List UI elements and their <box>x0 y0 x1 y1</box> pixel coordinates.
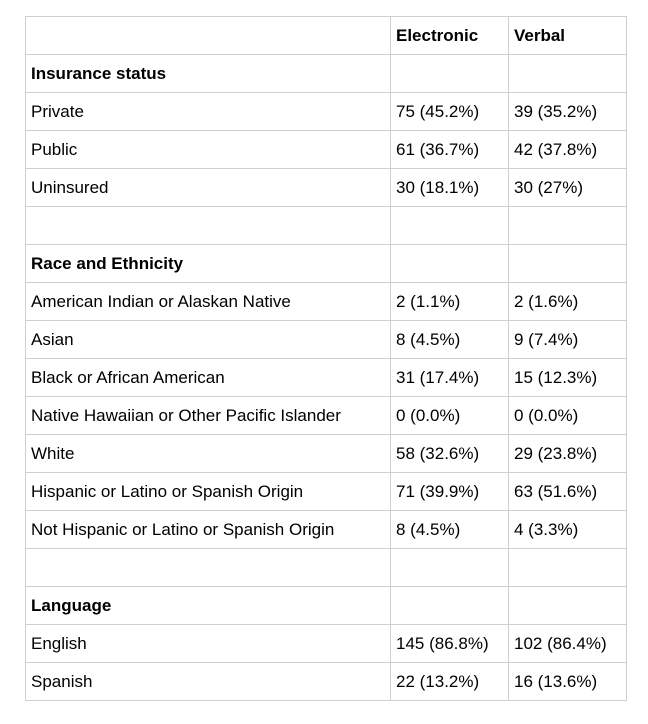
electronic-value: 8 (4.5%) <box>391 511 509 549</box>
table-row <box>26 321 627 359</box>
electronic-value: 22 (13.2%) <box>391 663 509 701</box>
demographics-table <box>25 16 627 701</box>
row-label: Race and Ethnicity <box>26 245 391 283</box>
verbal-value <box>509 207 627 245</box>
electronic-value <box>391 549 509 587</box>
verbal-value <box>509 245 627 283</box>
table-row <box>26 625 627 663</box>
verbal-value: 9 (7.4%) <box>509 321 627 359</box>
table-row <box>26 435 627 473</box>
verbal-value: 2 (1.6%) <box>509 283 627 321</box>
verbal-value: 0 (0.0%) <box>509 397 627 435</box>
verbal-value <box>509 549 627 587</box>
electronic-value <box>391 55 509 93</box>
verbal-value <box>509 587 627 625</box>
row-label: Spanish <box>26 663 391 701</box>
row-label: Uninsured <box>26 169 391 207</box>
verbal-value: 39 (35.2%) <box>509 93 627 131</box>
row-label: White <box>26 435 391 473</box>
electronic-value: 8 (4.5%) <box>391 321 509 359</box>
row-label <box>26 207 391 245</box>
electronic-value <box>391 245 509 283</box>
verbal-value <box>509 55 627 93</box>
verbal-value: 30 (27%) <box>509 169 627 207</box>
electronic-value <box>391 207 509 245</box>
table-row <box>26 131 627 169</box>
row-label: Insurance status <box>26 55 391 93</box>
electronic-value: 71 (39.9%) <box>391 473 509 511</box>
row-label: Asian <box>26 321 391 359</box>
section-header-row <box>26 587 627 625</box>
table-row <box>26 93 627 131</box>
table-row <box>26 283 627 321</box>
row-label <box>26 549 391 587</box>
verbal-value: 102 (86.4%) <box>509 625 627 663</box>
verbal-value: 63 (51.6%) <box>509 473 627 511</box>
header-electronic: Electronic <box>391 17 509 55</box>
electronic-value: 31 (17.4%) <box>391 359 509 397</box>
electronic-value <box>391 587 509 625</box>
electronic-value: 0 (0.0%) <box>391 397 509 435</box>
verbal-value: 4 (3.3%) <box>509 511 627 549</box>
verbal-value: 15 (12.3%) <box>509 359 627 397</box>
spacer-row <box>26 549 627 587</box>
spacer-row <box>26 207 627 245</box>
row-label: Private <box>26 93 391 131</box>
row-label: Language <box>26 587 391 625</box>
row-label: Public <box>26 131 391 169</box>
electronic-value: 30 (18.1%) <box>391 169 509 207</box>
electronic-value: 58 (32.6%) <box>391 435 509 473</box>
table-row <box>26 397 627 435</box>
row-label: Not Hispanic or Latino or Spanish Origin <box>26 511 391 549</box>
section-header-row <box>26 55 627 93</box>
header-verbal: Verbal <box>509 17 627 55</box>
electronic-value: 61 (36.7%) <box>391 131 509 169</box>
electronic-value: 75 (45.2%) <box>391 93 509 131</box>
electronic-value: 145 (86.8%) <box>391 625 509 663</box>
row-label: American Indian or Alaskan Native <box>26 283 391 321</box>
verbal-value: 29 (23.8%) <box>509 435 627 473</box>
electronic-value: 2 (1.1%) <box>391 283 509 321</box>
table-row <box>26 359 627 397</box>
header-label-cell <box>26 17 391 55</box>
row-label: Hispanic or Latino or Spanish Origin <box>26 473 391 511</box>
verbal-value: 16 (13.6%) <box>509 663 627 701</box>
verbal-value: 42 (37.8%) <box>509 131 627 169</box>
row-label: English <box>26 625 391 663</box>
row-label: Native Hawaiian or Other Pacific Islander <box>26 397 391 435</box>
table-row <box>26 511 627 549</box>
table-row <box>26 663 627 701</box>
table-header-row <box>26 17 627 55</box>
table-row <box>26 169 627 207</box>
table-row <box>26 473 627 511</box>
row-label: Black or African American <box>26 359 391 397</box>
section-header-row <box>26 245 627 283</box>
